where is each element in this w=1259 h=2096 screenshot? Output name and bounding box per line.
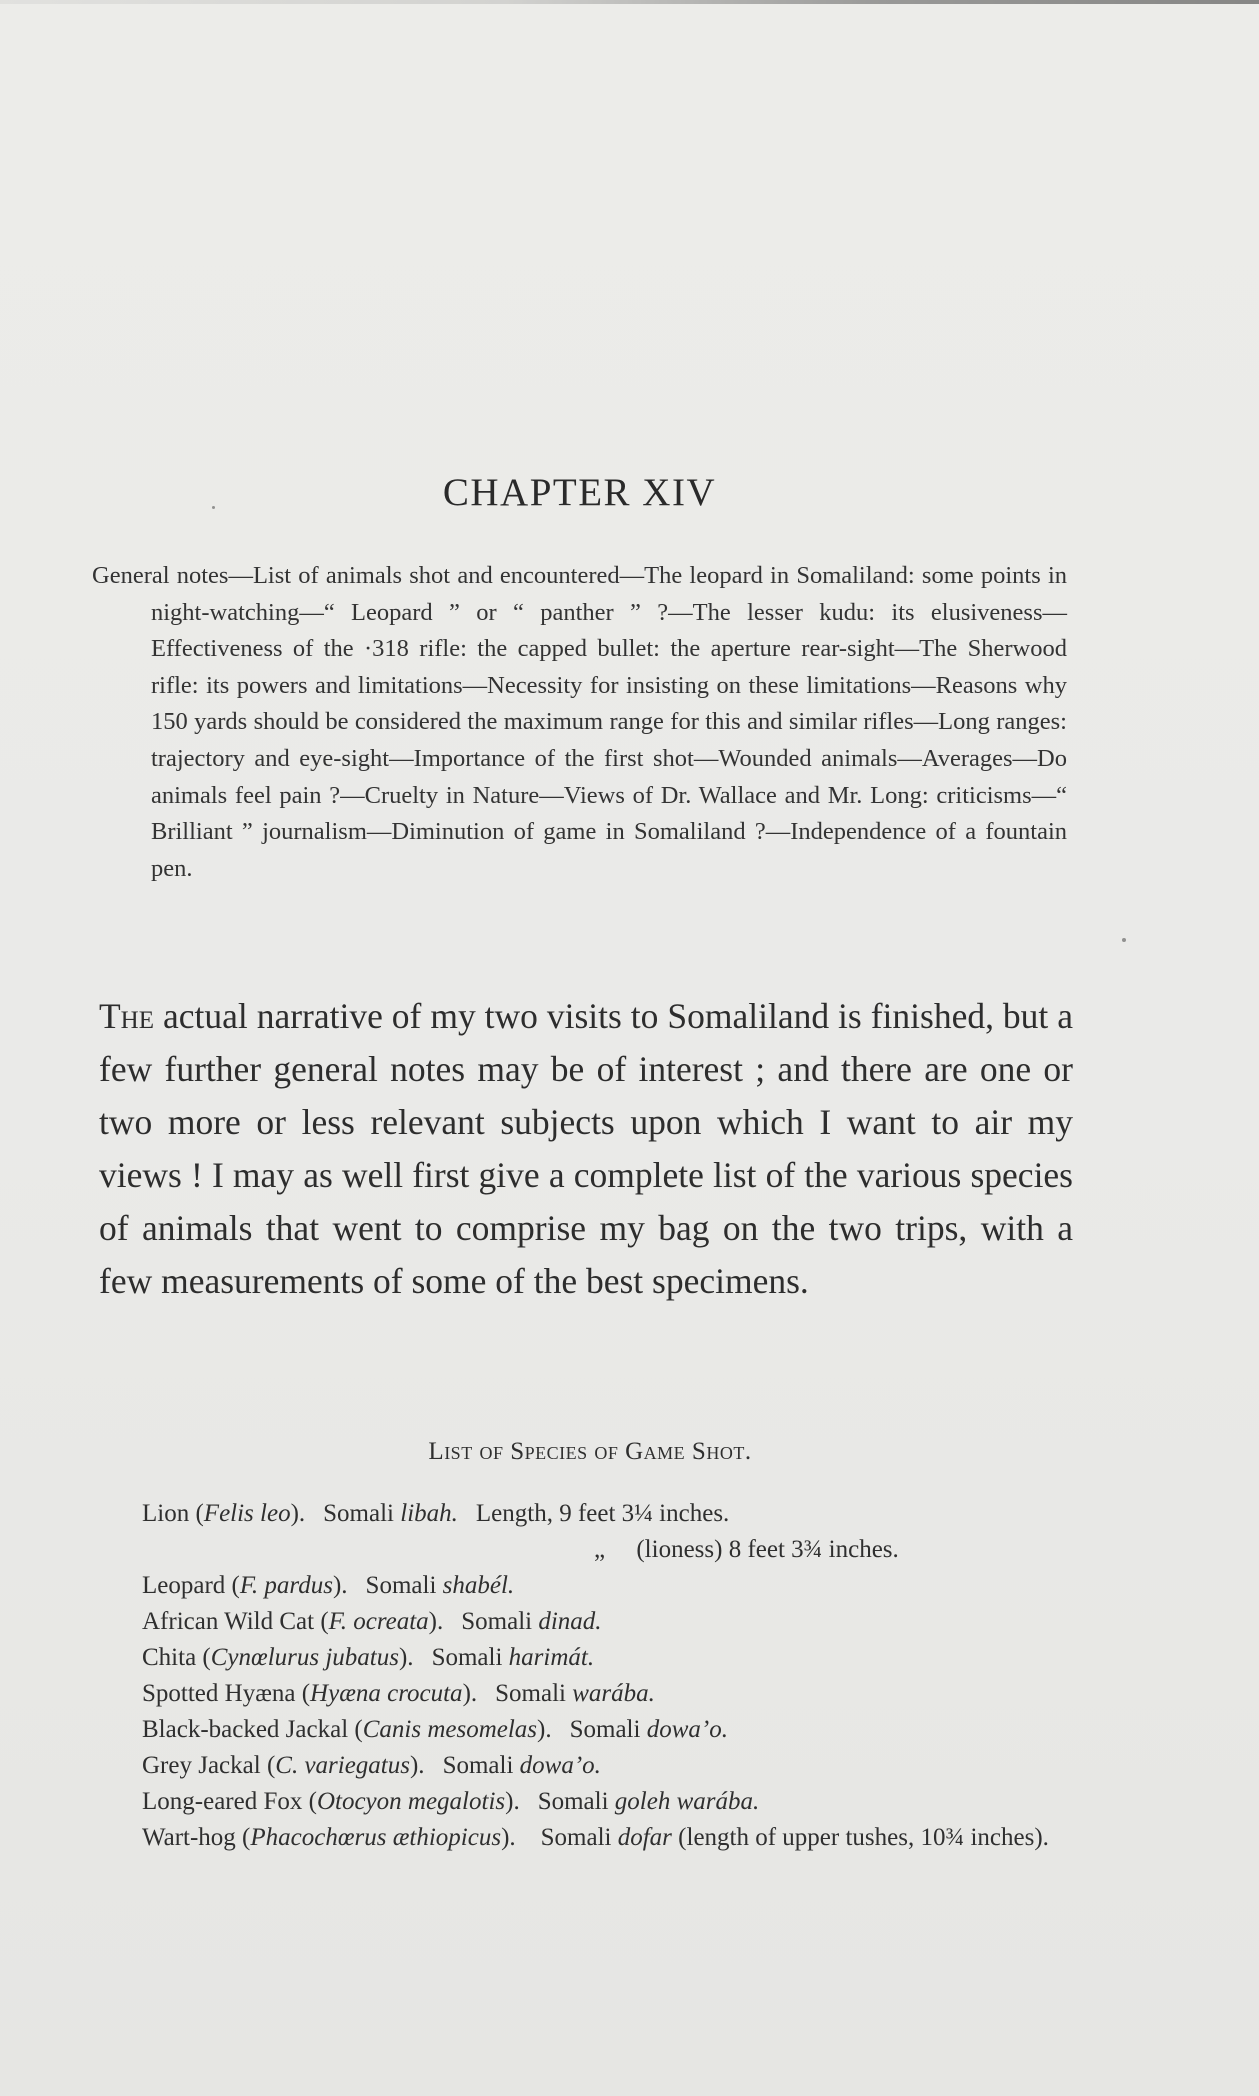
species-common-name: Lion ( [142,1500,204,1527]
species-row-hyaena [100,1676,1078,1712]
ink-speck [212,506,215,509]
somali-label: Somali [537,1788,609,1815]
species-row-wild-cat [100,1604,1078,1640]
ink-speck [1122,938,1126,942]
species-punctuation: ). [409,1752,425,1779]
somali-label: Somali [569,1716,641,1743]
species-latin-name: Canis mesomelas [362,1716,538,1743]
somali-name: goleh warába. [614,1788,760,1815]
species-common-name: Leopard ( [142,1572,240,1599]
species-common-name: African Wild Cat ( [142,1608,329,1635]
somali-name: harimát. [508,1644,595,1671]
species-row-lion [100,1496,1078,1532]
species-row-leopard [100,1568,1078,1604]
species-row-grey-jackal [100,1748,1078,1784]
body-paragraph [99,990,1073,1308]
somali-name: dowa’o. [519,1752,601,1779]
species-latin-name: F. ocreata [328,1608,429,1635]
species-row-black-backed-jackal [100,1712,1078,1748]
species-punctuation: ). [505,1788,520,1815]
species-row-chita [100,1640,1078,1676]
somali-label: Somali [431,1644,503,1671]
chapter-synopsis: General notes—List of animals shot and encountered—The leopard in Somaliland: some points in night-watching—“ Leopard ” or “ panther ” ?—The lesser kudu: its elusiveness—Effectiveness of the ·318 rifle: the capped bullet: the aperture rear-sight—The Sherwood rifle: its powers and limitations—Necessity for insisting on these limitations—Reasons why 150 yards should be considered the maximum range for this and similar rifles—Long ranges: trajectory and eye-sight—Importance of the first shot—Wounded animals—Averages—Do animals feel pain ?—Cruelty in Nature—Views of Dr. Wallace and Mr. Long: criticisms—“ Brilliant ” journalism—Diminution of game in Somaliland ?—Independence of a fountain pen. [92,562,1067,882]
species-punctuation: ). [462,1680,478,1707]
species-latin-name: F. pardus [239,1572,333,1599]
species-latin-name: Felis leo [203,1500,291,1527]
somali-name: dowa’o. [646,1716,728,1743]
species-common-name: Long-eared Fox ( [142,1788,317,1815]
species-row-long-eared-fox [100,1784,1078,1820]
species-measurement: (length of upper tushes, 10¾ inches). [678,1824,1049,1851]
species-punctuation: ). [332,1572,348,1599]
species-latin-name: Otocyon megalotis [316,1788,506,1815]
somali-label: Somali [442,1752,514,1779]
body-paragraph-text: actual narrative of my two visits to Somaliland is finished, but a few further general notes may be of interest ; and there are one or two more or less relevant subjects upon which I want to air my views ! I may as well first give a complete list of the various species of animals that went to comprise my bag on the two trips, with a few measurements of some of the best specimens. [99,996,1073,1301]
species-punctuation: ). [428,1608,444,1635]
somali-name: shabél. [442,1572,515,1599]
species-row-lioness [100,1532,1078,1568]
species-list-heading: List of Species of Game Shot. [428,1438,752,1465]
somali-name: dinad. [538,1608,602,1635]
species-latin-name: Cynœlurus jubatus [210,1644,399,1671]
somali-name: dofar [617,1824,672,1851]
species-punctuation: ). [290,1500,306,1527]
somali-label: Somali [461,1608,533,1635]
page-top-edge [0,0,1259,4]
species-common-name: Spotted Hyæna ( [142,1680,311,1707]
species-latin-name: C. variegatus [275,1752,410,1779]
somali-name: warába. [572,1680,655,1707]
species-latin-name: Hyæna crocuta [310,1680,463,1707]
species-list [100,1496,1078,1856]
species-row-wart-hog [100,1820,1078,1856]
species-measurement: „ (lioness) 8 feet 3¾ inches. [594,1536,899,1563]
somali-name: libah. [400,1500,458,1527]
species-common-name: Chita ( [142,1644,211,1671]
somali-label: Somali [323,1500,394,1527]
species-common-name: Grey Jackal ( [142,1752,276,1779]
species-punctuation: ). [501,1824,516,1851]
somali-label: Somali [540,1824,612,1851]
species-common-name: Wart-hog ( [142,1824,251,1851]
somali-label: Somali [495,1680,566,1707]
chapter-title: CHAPTER XIV [442,471,717,514]
species-latin-name: Phacochœrus æthiopicus [250,1824,502,1851]
species-punctuation: ). [398,1644,414,1671]
species-common-name: Black-backed Jackal ( [142,1716,363,1743]
species-punctuation: ). [537,1716,552,1743]
body-lead-word: The [99,996,155,1036]
species-measurement: Length, 9 feet 3¼ inches. [475,1500,730,1527]
somali-label: Somali [365,1572,437,1599]
